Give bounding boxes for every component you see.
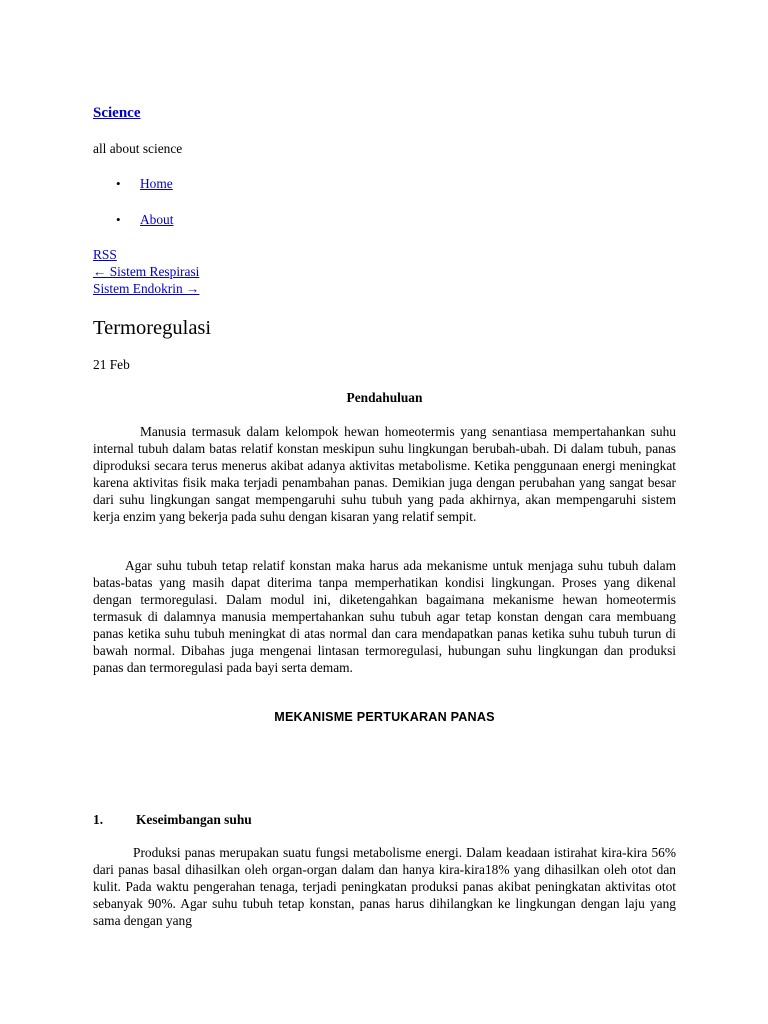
site-title-link[interactable]: Science [93, 105, 141, 121]
nav-item-home [93, 175, 393, 193]
post-date: 21 Feb [93, 357, 130, 372]
subsection-number: 1. [93, 812, 104, 827]
next-post-link[interactable]: Sistem Endokrin → [93, 281, 200, 296]
post-title: Termoregulasi [93, 317, 212, 339]
section-heading-pendahuluan: Pendahuluan [346, 390, 423, 405]
site-tagline: all about science [93, 141, 183, 156]
bullet-icon: • [116, 212, 121, 227]
rss-link[interactable]: RSS [93, 247, 117, 262]
subsection-title: Keseimbangan suhu [136, 812, 252, 827]
paragraph-intro-1: Manusia termasuk dalam kelompok hewan homeotermis yang senantiasa mempertahankan suhu internal tubuh dalam batas relatif konstan meskipun suhu lingkungan berubah-ubah. Di dalam tubuh, panas diproduksi secara terus menerus akibat adanya aktivitas metabolisme. Ketika penggunaan energi meningkat karena aktivitas fisik maka terjadi penambahan panas. Demikian juga dengan perubahan yang sangat besar dari suhu lingkungan sangat mempengaruhi suhu tubuh yang pada akhirnya, akan mempengaruhi sistem kerja enzim yang bekerja pada suhu dengan kisaran yang relatif sempit. [93, 424, 676, 524]
nav-link-about[interactable]: About [140, 212, 174, 227]
nav-link-home[interactable]: Home [140, 176, 173, 191]
paragraph-keseimbangan: Produksi panas merupakan suatu fungsi metabolisme energi. Dalam keadaan istirahat kira-kira 56% dari panas basal dihasilkan oleh organ-organ dalam dan hanya kira-kira18% yang dihasilkan oleh otot dan kulit. Pada waktu pengerahan tenaga, terjadi peningkatan produksi panas akibat peningkatan aktivitas otot sebanyak 90%. Agar suhu tubuh tetap konstan, panas harus dihilangkan ke lingkungan dengan laju yang sama dengan yang [93, 845, 676, 928]
nav-item-about [93, 211, 393, 229]
section-heading-mekanisme: MEKANISME PERTUKARAN PANAS [274, 710, 495, 724]
previous-post-link[interactable]: ← Sistem Respirasi [93, 264, 200, 279]
paragraph-intro-2: Agar suhu tubuh tetap relatif konstan maka harus ada mekanisme untuk menjaga suhu tubuh dalam batas-batas yang masih dapat diterima tanpa memperhatikan kondisi lingkungan. Proses yang dikenal dengan termoregulasi. Dalam modul ini, diketengahkan bagaimana mekanisme hewan homeotermis termasuk di dalamnya manusia mempertahankan suhu tubuh agar tetap konstan dengan cara membuang panas ketika suhu tubuh meningkat di atas normal dan cara mendapatkan panas ketika suhu tubuh turun di bawah normal. Dibahas juga mengenai lintasan termoregulasi, hubungan suhu lingkungan dan produksi panas dan termoregulasi pada bayi serta demam. [93, 558, 676, 675]
bullet-icon: • [116, 176, 121, 191]
